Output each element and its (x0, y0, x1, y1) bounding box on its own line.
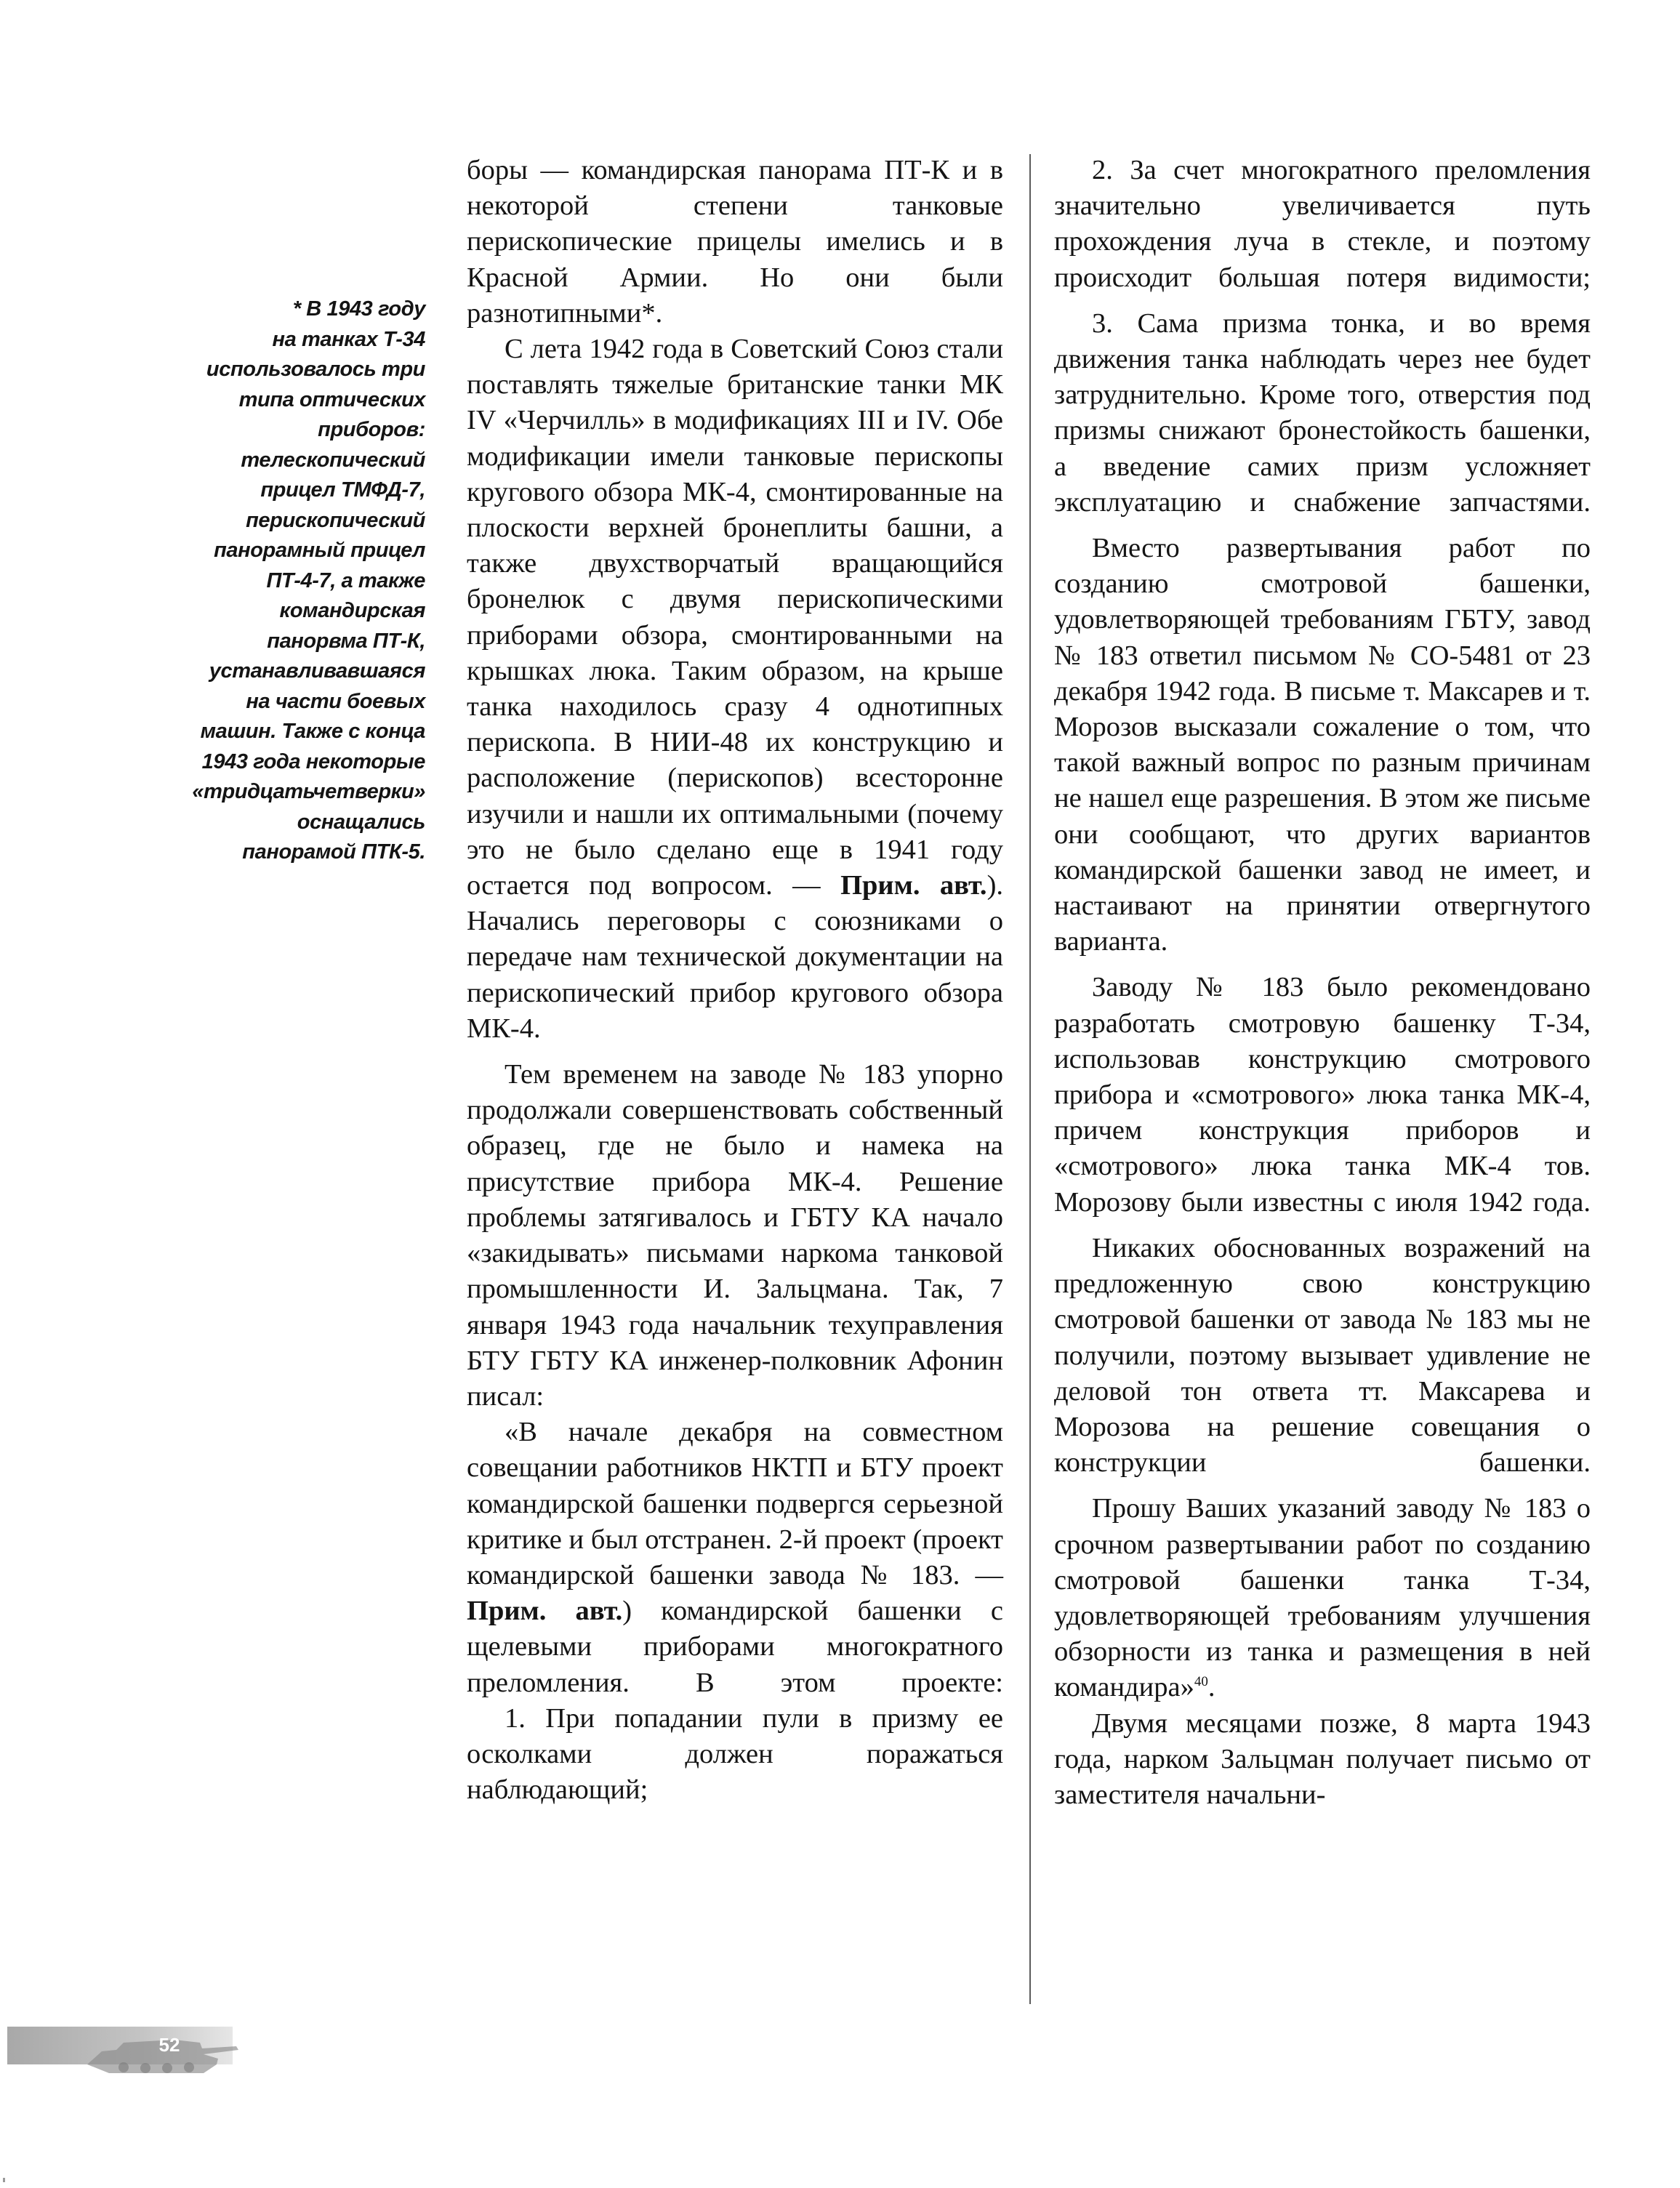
sidenote-line: прицел ТМФД-7, (260, 478, 425, 502)
sidenote-line: на части боевых (246, 689, 425, 713)
sidenote-line: ПТ-4-7, а также (266, 568, 425, 592)
paragraph-text: «В начале декабря на совместном совещании работников НКТП и БТУ проект командирской башенки подвергся серьезной критике и был отстранен. 2-й проект (проект командирской башенки завода № 183. — (467, 1417, 1003, 1590)
paragraph-text: Прошу Ваших указаний заводу № 183 о срочном развертывании работ по созданию смотровой башенки танка Т-34, удовлетворяющей требованиям улучшения обзорности из танка и размещения в ней командира» (1054, 1493, 1591, 1703)
sidenote-line: «тридцатьчетверки» (192, 780, 425, 803)
sidenote-line: * В 1943 году (292, 297, 425, 321)
sidenote-footnote (109, 294, 425, 868)
paragraph: боры — командирская панорама ПТ-К и в некоторой степени танковые перископические прицелы имелись и в Красной Армии. Но они были разнотипными*. (467, 155, 1003, 329)
text-column-left (467, 153, 1003, 1808)
sidenote-line: машин. Также с конца (200, 720, 425, 743)
paragraph: Заводу № 183 было рекомендовано разработать смотровую башенку Т-34, использовав конструкцию смотрового прибора и «смотрового» люка танка МК-4, причем конструкция приборов и «смотрового» люка танка МК-4 тов. Морозову были известны с июля 1942 года. (1054, 972, 1591, 1218)
paragraph: Вместо развертывания работ по созданию смотровой башенки, удовлетворяющей требованиям ГБТУ, завод № 183 ответил письмом № СО-5481 от 23 декабря 1942 года. В письме т. Максарев и т. Морозов высказали сожаление о том, что такой важный вопрос по разным причинам не нашел еще разрешения. В этом же письме они сообщают, что других вариантов командирской башенки завод не имеет, и настаивают на принятии отвергнутого варианта. (1054, 533, 1591, 957)
sidenote-line: использовалось три (206, 358, 425, 381)
footnote-ref: 40 (1194, 1674, 1208, 1690)
sidenote-line: панорамой ПТК-5. (242, 840, 425, 864)
author-note-label: Прим. авт. (840, 870, 987, 901)
sidenote-line: командирская (279, 599, 425, 622)
paragraph: Тем временем на заводе № 183 упорно продолжали совершенствовать собственный образец, где не было и намека на присутствие прибора МК-4. Решение проблемы затягивалось и ГБТУ КА начало «закидывать» письмами наркома танковой промышленности И. Зальцмана. Так, 7 января 1943 года начальник техуправления БТУ ГБТУ КА инженер-полковник Афонин писал: (467, 1059, 1003, 1412)
list-item: 1. При попадании пули в призму ее осколками должен поражаться наблюдающий; (467, 1702, 1003, 1806)
page-footer (7, 2014, 240, 2078)
paragraph-text: ). Начались переговоры с союзниками о передаче нам технической документации на перископический прибор кругового обзора МК-4. (467, 870, 1004, 1044)
sidenote-line: устанавливавшаяся (209, 659, 425, 683)
sidenote-line: телескопический (241, 448, 425, 472)
text-column-right (1054, 153, 1591, 1813)
quote-paragraph (467, 1415, 1003, 1701)
paragraph (467, 331, 1003, 1047)
sidenote-line: оснащались (297, 810, 425, 834)
paragraph-text: . (1207, 1672, 1215, 1703)
paragraph: Никаких обоснованных возражений на предложенную свою конструкцию смотровой башенки от завода № 183 мы не получили, поэтому вызывает удивление не деловой тон ответа тт. Максарева и Морозова на решение совещания о конструкции башенки. (1054, 1232, 1591, 1479)
sidenote-line: панорвма ПТ-К, (267, 629, 425, 653)
sidenote-line: типа оптических (238, 387, 425, 411)
sidenote-line: приборов: (318, 418, 425, 441)
paragraph-text: ) командирской башенки с щелевыми приборами многократного преломления. В этом проекте: (467, 1596, 1003, 1698)
scan-mark (3, 2178, 5, 2182)
sidenote-line: панорамный прицел (214, 539, 425, 562)
list-item: 2. За счет многократного преломления значительно увеличивается путь прохождения луча в стекле, и поэтому происходит большая потеря видимости; (1054, 155, 1591, 293)
sidenote-line: на танках Т-34 (272, 327, 425, 351)
column-divider (1029, 154, 1031, 2004)
page-number: 52 (158, 2034, 180, 2056)
paragraph (1054, 1491, 1591, 1705)
sidenote-line: перископический (246, 508, 425, 532)
paragraph-text: С лета 1942 года в Советский Союз стали поставлять тяжелые британские танки МК IV «Черчилль» в модификациях III и IV. Обе модификации имели танковые перископы кругового обзора МК-4, смонтированные на плоскости верхней бронеплиты башни, а также двухстворчатый вращающийся бронелюк с двумя перископическими приборами обзора, смонтированными на крышках люка. Таким образом, на крыше танка находилось сразу 4 однотипных перископа. В НИИ-48 их конструкцию и расположение (перископов) всесторонне изучили и нашли их оптимальными (почему это не было сделано еще в 1941 году остается под вопросом. — (467, 334, 1003, 901)
paragraph: Двумя месяцами позже, 8 марта 1943 года, нарком Зальцман получает письмо от заместителя начальни- (1054, 1708, 1591, 1810)
author-note-label: Прим. авт. (467, 1596, 623, 1627)
sidenote-line: 1943 года некоторые (201, 749, 425, 773)
list-item: 3. Сама призма тонка, и во время движения танка наблюдать через нее будет затруднительно. Кроме того, отверстия под призмы снижают бронестойкость башенки, а введение самих призм усложняет эксплуатацию и снабжение запчастями. (1054, 307, 1591, 518)
